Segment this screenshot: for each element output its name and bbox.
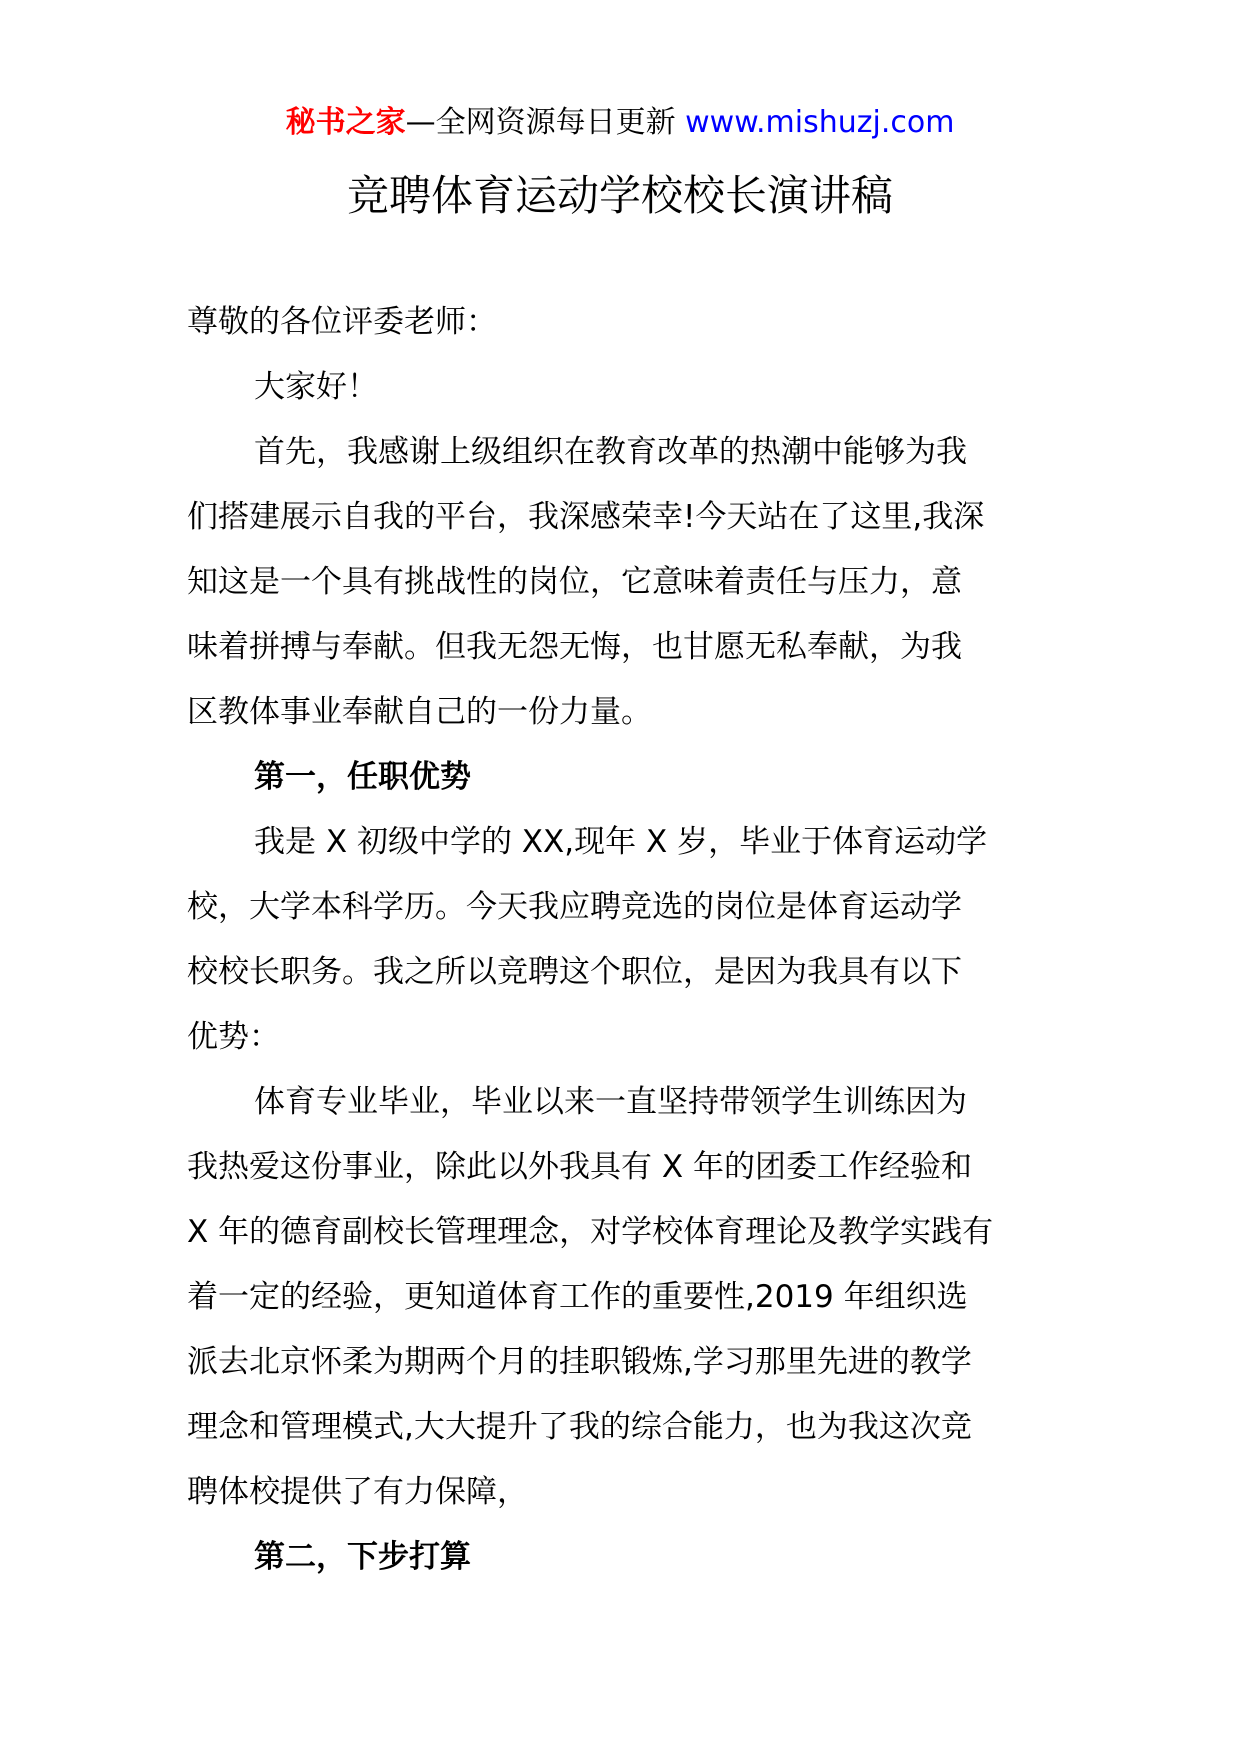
brand-name: 秘书之家 [285,105,406,140]
header-tagline: —全网资源每日更新 [405,105,676,140]
paragraph-line: 首先，我感谢上级组织在教育改革的热潮中能够为我 [254,434,967,470]
paragraph-line: 我是 X 初级中学的 XX,现年 X 岁，毕业于体育运动学 [254,824,988,860]
paragraph-line: 知这是一个具有挑战性的岗位，它意味着责任与压力，意 [187,564,962,600]
paragraph-line: 校，大学本科学历。今天我应聘竞选的岗位是体育运动学 [187,889,962,925]
site-header [0,103,1240,143]
section-heading-2: 第二，下步打算 [254,1539,471,1575]
paragraph-line: 区教体事业奉献自己的一份力量。 [187,694,652,730]
paragraph-line: 着一定的经验，更知道体育工作的重要性,2019 年组织选 [187,1279,968,1315]
paragraph-line: X 年的德育副校长管理理念，对学校体育理论及教学实践有 [187,1214,994,1250]
section1-paragraph-2 [187,1070,1047,1525]
document-body [187,290,1047,1590]
paragraph-line: 聘体校提供了有力保障， [187,1474,528,1510]
section-heading-1: 第一，任职优势 [254,759,471,795]
paragraph-line: 我热爱这份事业，除此以外我具有 X 年的团委工作经验和 [187,1149,972,1185]
paragraph-line: 味着拼搏与奉献。但我无怨无悔，也甘愿无私奉献，为我 [187,629,962,665]
hello-line: 大家好！ [254,369,378,405]
paragraph-line: 们搭建展示自我的平台，我深感荣幸!今天站在了这里,我深 [187,499,985,535]
paragraph-line: 理念和管理模式,大大提升了我的综合能力，也为我这次竞 [187,1409,972,1445]
paragraph-line: 校校长职务。我之所以竞聘这个职位，是因为我具有以下 [187,954,962,990]
document-title: 竞聘体育运动学校校长演讲稿 [346,171,893,220]
greeting: 尊敬的各位评委老师： [187,304,497,340]
paragraph-line: 派去北京怀柔为期两个月的挂职锻炼,学习那里先进的教学 [187,1344,972,1380]
site-url-link[interactable]: www.mishuzj.com [685,105,955,140]
section1-paragraph-1 [187,810,1047,1070]
paragraph-line: 优势： [187,1019,280,1055]
paragraph-line: 体育专业毕业，毕业以来一直坚持带领学生训练因为 [254,1084,967,1120]
intro-paragraph [187,420,1047,745]
